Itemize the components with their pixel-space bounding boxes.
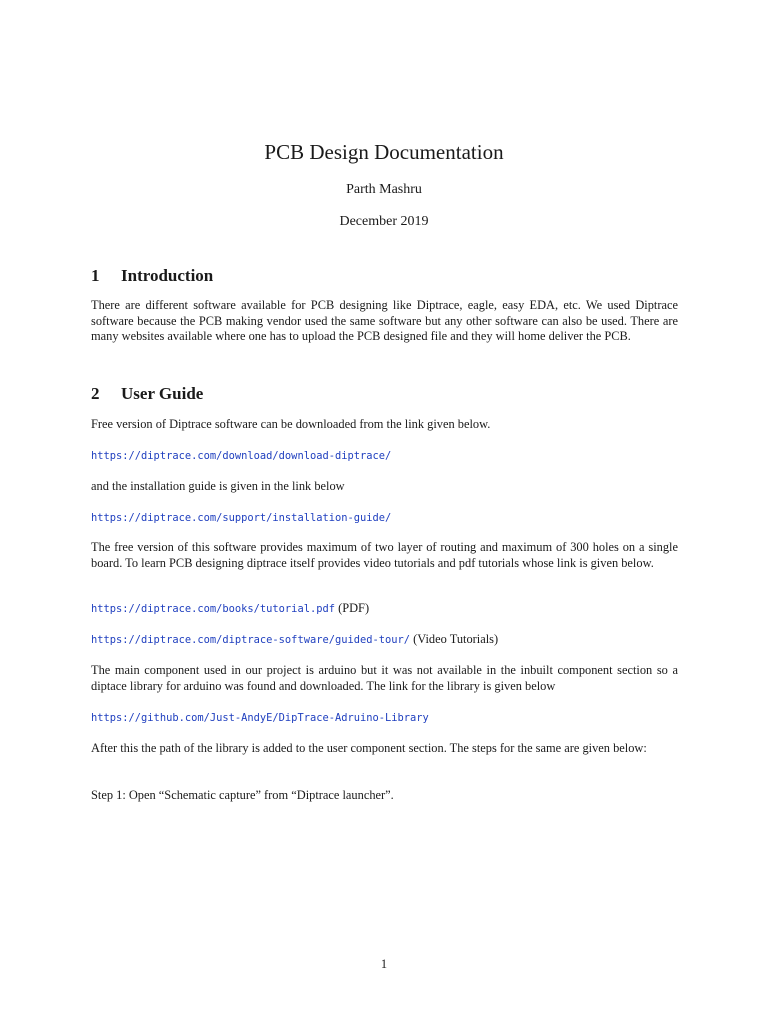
arduino-library-link[interactable]: https://github.com/Just-AndyE/DipTrace-Adruino-Library [91, 712, 429, 724]
video-link-line [91, 632, 691, 649]
document-author: Parth Mashru [346, 182, 422, 197]
document-date: December 2019 [339, 214, 429, 229]
library-link-line [91, 710, 691, 727]
video-link-suffix: (Video Tutorials) [413, 632, 499, 646]
download-paragraph: Free version of Diptrace software can be downloaded from the link given below. [91, 417, 491, 431]
install-paragraph: and the installation guide is given in the link below [91, 479, 345, 493]
download-link[interactable]: https://diptrace.com/download/download-diptrace/ [91, 450, 392, 462]
pdf-tutorial-link[interactable]: https://diptrace.com/books/tutorial.pdf [91, 603, 335, 615]
download-link-line [91, 448, 691, 465]
section-heading-user-guide [91, 384, 203, 404]
step1-paragraph: Step 1: Open “Schematic capture” from “Diptrace launcher”. [91, 788, 394, 802]
section-number: 1 [91, 266, 100, 285]
install-link-line [91, 510, 691, 527]
section-number: 2 [91, 384, 100, 403]
intro-paragraph: There are different software available for PCB designing like Diptrace, eagle, easy EDA, etc. We used Diptrace software because the PCB making vendor used the same software but any other software can also be used. There are many websites available where one has to upload the PCB designed file and they will home deliver the PCB. [91, 298, 678, 343]
section-title: Introduction [121, 266, 214, 285]
after-paragraph: After this the path of the library is added to the user component section. The steps for the same are given below: [91, 741, 647, 755]
section-title: User Guide [121, 384, 204, 403]
component-paragraph: The main component used in our project is arduino but it was not available in the inbuilt component section so a diptace library for arduino was found and downloaded. The link for the library is given below [91, 663, 678, 693]
section-heading-introduction [91, 266, 213, 286]
pdf-link-suffix: (PDF) [338, 601, 370, 615]
page-number: 1 [380, 957, 388, 971]
document-title: PCB Design Documentation [264, 140, 504, 164]
pdf-link-line [91, 601, 691, 618]
installation-guide-link[interactable]: https://diptrace.com/support/installation-guide/ [91, 512, 392, 524]
video-tutorial-link[interactable]: https://diptrace.com/diptrace-software/guided-tour/ [91, 634, 411, 646]
free-version-paragraph: The free version of this software provides maximum of two layer of routing and maximum of 300 holes on a single board. To learn PCB designing diptrace itself provides video tutorials and pdf tutorials whose link is given below. [91, 540, 678, 570]
